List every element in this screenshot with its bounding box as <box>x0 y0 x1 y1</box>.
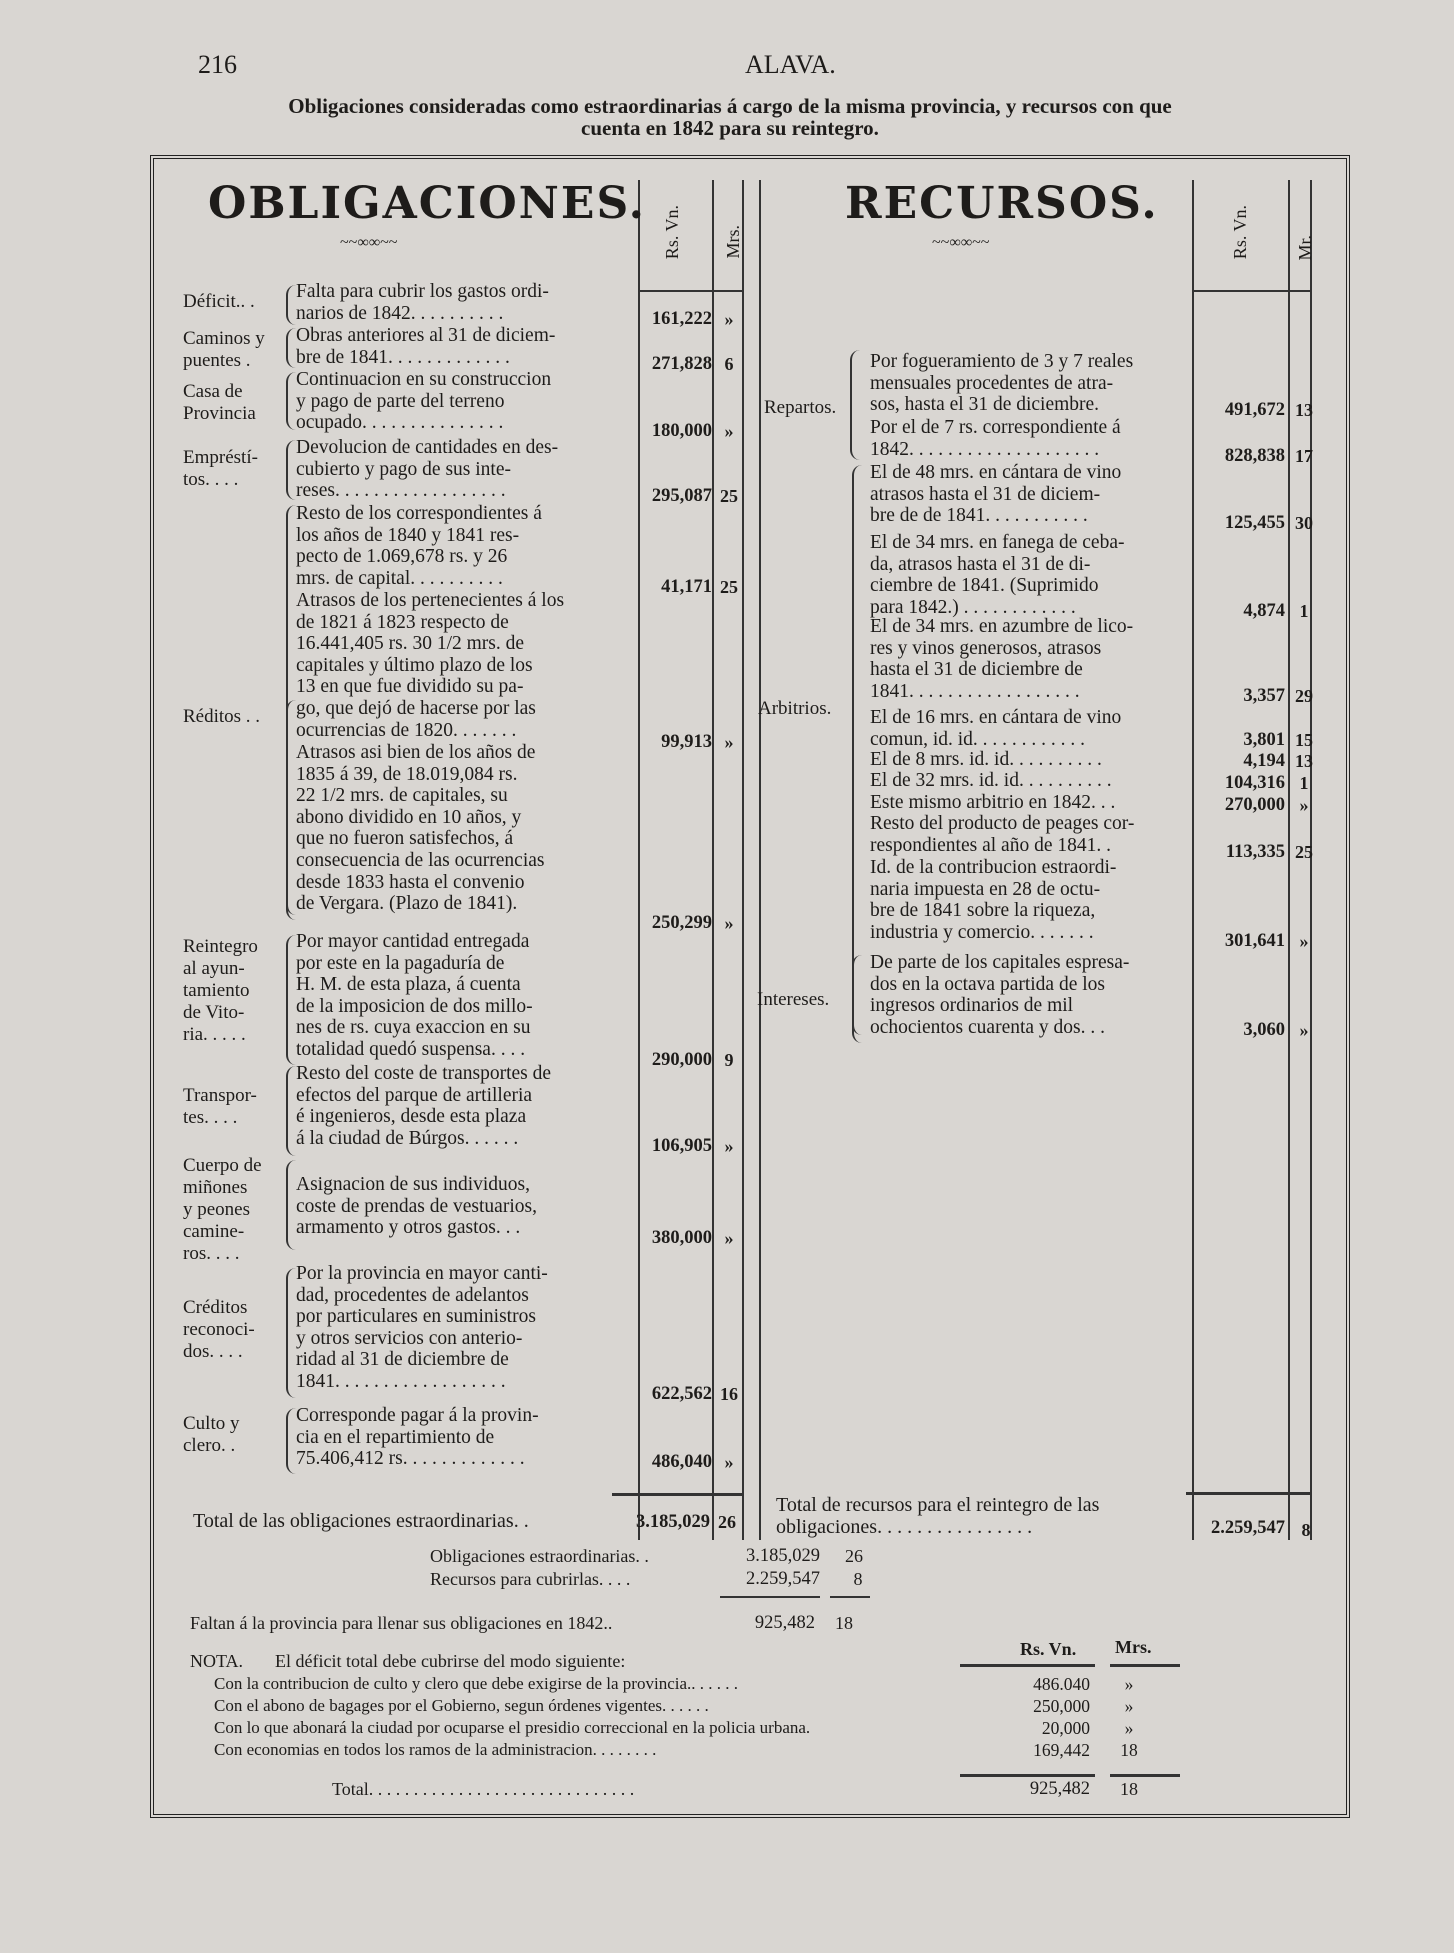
arbitrio-6-mr: » <box>1299 795 1309 815</box>
col-rs-vn-right: Rs. Vn. <box>1230 205 1250 260</box>
nota-row-mrs: » <box>1124 1674 1134 1694</box>
creditos-brace <box>286 1268 296 1398</box>
reditos-b-text-line: ocurrencias de 1820. . . . . . . <box>296 719 517 741</box>
transportes-text-line: Resto del coste de transportes de <box>296 1063 552 1084</box>
arbitrio-1-text-line: para 1842.) . . . . . . . . . . . . <box>870 596 1076 618</box>
arbitrio-2-text-line: res y vinos generosos, atrasos <box>870 637 1102 659</box>
arbitrio-5-mr: 1 <box>1299 773 1309 793</box>
contribucion-text-line: Id. de la contribucion estraordi- <box>870 857 1117 878</box>
reditos-b-text-line: 13 en que fue dividido su pa- <box>296 676 524 698</box>
arbitrio-0-text-line: atrasos hasta el 31 de diciem- <box>870 483 1101 505</box>
emprestitos-label: Empréstí- <box>183 447 258 468</box>
nota-title: NOTA. <box>190 1651 244 1671</box>
nota-col-mrs: Mrs. <box>1115 1637 1152 1657</box>
repartos-a-amount: 491,672 <box>1224 400 1285 420</box>
cuerpo-label: ros. . . . <box>183 1243 240 1264</box>
caminos-text-line: Obras anteriores al 31 de diciem- <box>296 325 556 346</box>
arbitrio-2-mr: 29 <box>1295 686 1313 706</box>
repartos-a-text-line: mensuales procedentes de atra- <box>870 372 1114 394</box>
reditos-a-amount: 41,171 <box>661 577 712 597</box>
rule-oblig-amount <box>638 180 640 1540</box>
caminos-mrs: 6 <box>724 354 734 374</box>
creditos-amount: 622,562 <box>651 1384 712 1404</box>
nota-row-mrs: » <box>1124 1696 1134 1716</box>
arbitrio-0-amount: 125,455 <box>1224 513 1285 533</box>
emprestitos-text-line: cubierto y pago de sus inte- <box>296 458 511 480</box>
peages-amount: 113,335 <box>1225 842 1285 862</box>
repartos-brace <box>850 350 860 460</box>
cuerpo-brace <box>286 1160 296 1250</box>
culto-amount: 486,040 <box>651 1452 712 1472</box>
rule-middle <box>759 180 761 1540</box>
transportes-brace <box>286 1066 296 1156</box>
nota-total-label: Total. . . . . . . . . . . . . . . . . . . . . . . . . . . . . . <box>332 1779 635 1799</box>
casa-text-line: Continuacion en su construccion <box>296 369 552 390</box>
creditos-mrs: 16 <box>720 1384 738 1404</box>
intereses-amount: 3,060 <box>1243 1020 1285 1040</box>
intereses-text-line: ingresos ordinarios de mil <box>870 995 1074 1017</box>
transportes-label: tes. . . . <box>183 1107 238 1128</box>
nota-col-rs: Rs. Vn. <box>1020 1639 1077 1659</box>
subtitle-line-1: Obligaciones consideradas como estraordinarias á cargo de la misma provincia, y recursos con que <box>288 94 1172 118</box>
emprestitos-text-line: Devolucion de cantidades en des- <box>296 437 559 458</box>
summary-recursos-amount: 2.259,547 <box>746 1569 820 1589</box>
arbitrio-3-amount: 3,801 <box>1243 730 1285 750</box>
reditos-c-text-line: de Vergara. (Plazo de 1841). <box>296 893 518 915</box>
caminos-text-line: bre de 1841. . . . . . . . . . . . . <box>296 346 510 368</box>
reintegro-text-line: totalidad quedó suspensa. . . . <box>296 1039 526 1060</box>
repartos-b-text-line: Por el de 7 rs. correspondiente á <box>870 417 1121 438</box>
nota-rule-total-rs <box>960 1774 1095 1777</box>
emprestitos-brace <box>286 440 296 500</box>
arbitrios-label: Arbitrios. <box>758 698 832 719</box>
casa-amount: 180,000 <box>651 421 712 441</box>
arbitrio-1-text-line: ciembre de 1841. (Suprimido <box>870 575 1099 597</box>
arbitrio-5-text-line: El de 32 mrs. id. id. . . . . . . . . . <box>870 770 1112 791</box>
creditos-text-line: dad, procedentes de adelantos <box>296 1284 529 1306</box>
nota-row-mrs: 18 <box>1120 1740 1138 1760</box>
arbitrio-3-mr: 15 <box>1295 730 1313 750</box>
reditos-b-text-line: Atrasos de los pertenecientes á los <box>296 590 565 611</box>
faltan-label: Faltan á la provincia para llenar sus obligaciones en 1842.. <box>190 1613 613 1633</box>
arbitrio-3-text-line: El de 16 mrs. en cántara de vino <box>870 707 1122 728</box>
col-mr-right: Mr. <box>1295 235 1315 261</box>
faltan-mrs: 18 <box>835 1613 853 1633</box>
rec-total-label-1: Total de recursos para el reintegro de las <box>776 1494 1100 1516</box>
cuerpo-text-line: coste de prendas de vestuarios, <box>296 1195 537 1217</box>
repartos-b-text-line: 1842. . . . . . . . . . . . . . . . . . . . <box>870 438 1100 460</box>
reintegro-brace <box>286 935 296 1065</box>
cuerpo-text-line: armamento y otros gastos. . . <box>296 1217 521 1239</box>
casa-label: Casa de <box>183 381 243 402</box>
casa-text-line: y pago de parte del terreno <box>296 390 505 412</box>
casa-label: Provincia <box>183 403 256 424</box>
emprestitos-amount: 295,087 <box>651 486 712 506</box>
culto-label: Culto y <box>183 1413 240 1434</box>
transportes-text-line: á la ciudad de Búrgos. . . . . . <box>296 1127 519 1149</box>
nota-total-mrs: 18 <box>1120 1779 1138 1799</box>
intereses-mr: » <box>1299 1020 1309 1040</box>
creditos-label: reconoci- <box>183 1319 255 1340</box>
repartos-a-text-line: Por fogueramiento de 3 y 7 reales <box>870 351 1134 372</box>
arbitrio-1-mr: 1 <box>1299 601 1309 621</box>
caminos-amount: 271,828 <box>651 354 712 374</box>
peages-text-line: respondientes al año de 1841. . <box>870 834 1111 856</box>
emprestitos-mrs: 25 <box>720 486 738 506</box>
contribucion-text-line: naria impuesta en 28 de octu- <box>870 878 1101 900</box>
reintegro-label: Reintegro <box>183 936 258 957</box>
casa-brace <box>286 372 296 430</box>
transportes-text-line: é ingenieros, desde esta plaza <box>296 1106 527 1128</box>
reditos-c-text-line: 22 1/2 mrs. de capitales, su <box>296 785 508 807</box>
subtitle-line-2: cuenta en 1842 para su reintegro. <box>581 116 879 140</box>
reintegro-text-line: nes de rs. cuya exaccion en su <box>296 1017 531 1039</box>
nota-row-text: Con lo que abonará la ciudad por ocuparse el presidio correccional en la policia urbana. <box>214 1718 811 1737</box>
reintegro-label: tamiento <box>183 980 250 1001</box>
reditos-c-mrs: » <box>724 913 734 933</box>
intereses-text-line: De parte de los capitales espresa- <box>870 952 1130 973</box>
cuerpo-label: miñones <box>183 1177 248 1198</box>
reditos-a-text-line: mrs. de capital. . . . . . . . . . <box>296 567 503 589</box>
caminos-label: puentes . <box>183 350 251 371</box>
intereses-brace <box>852 955 862 1043</box>
repartos-b-mr: 17 <box>1295 446 1313 466</box>
transportes-text-line: efectos del parque de artilleria <box>296 1084 533 1106</box>
creditos-text-line: 1841. . . . . . . . . . . . . . . . . . <box>296 1371 506 1392</box>
culto-label: clero. . <box>183 1435 236 1456</box>
creditos-text-line: Por la provincia en mayor canti- <box>296 1263 548 1284</box>
repartos-label: Repartos. <box>764 397 837 418</box>
creditos-text-line: y otros servicios con anterio- <box>296 1327 523 1349</box>
casa-text-line: ocupado. . . . . . . . . . . . . . . <box>296 412 504 434</box>
deficit-brace <box>286 285 296 325</box>
reditos-c-amount: 250,299 <box>651 913 712 933</box>
arbitrio-2-text-line: El de 34 mrs. en azumbre de lico- <box>870 616 1134 637</box>
page-subtitle <box>80 95 1380 139</box>
arbitrio-6-text-line: Este mismo arbitrio en 1842. . . <box>870 792 1116 813</box>
arbitrio-6-amount: 270,000 <box>1224 795 1285 815</box>
oblig-total-mrs: 26 <box>718 1512 736 1532</box>
summary-oblig-label: Obligaciones estraordinarias. . <box>430 1546 649 1566</box>
nota-row-text: Con el abono de bagages por el Gobierno, segun órdenes vigentes. . . . . . <box>214 1696 709 1715</box>
cuerpo-mrs: » <box>724 1228 734 1248</box>
arbitrio-0-mr: 30 <box>1295 513 1313 533</box>
rule-rec-total <box>1186 1492 1310 1495</box>
summary-oblig-mrs: 26 <box>845 1546 863 1566</box>
reintegro-label: al ayun- <box>183 958 245 979</box>
emprestitos-label: tos. . . . <box>183 469 239 490</box>
page-number: 216 <box>198 50 237 79</box>
reditos-c-text-line: desde 1833 hasta el convenio <box>296 871 525 893</box>
reditos-c-text-line: 1835 á 39, de 18.019,084 rs. <box>296 763 518 785</box>
reditos-c-text-line: abono dividido en 10 años, y <box>296 806 522 828</box>
rec-total-amount: 2.259,547 <box>1211 1518 1285 1538</box>
reditos-b-text-line: go, que dejó de hacerse por las <box>296 698 536 719</box>
deficit-mrs: » <box>724 309 734 329</box>
creditos-label: dos. . . . <box>183 1341 243 1362</box>
summary-recursos-label: Recursos para cubrirlas. . . . <box>430 1569 631 1589</box>
reditos-brace-lower <box>286 700 296 920</box>
recursos-heading: RECURSOS. <box>845 178 1159 229</box>
rule-rec-head <box>1192 290 1310 292</box>
repartos-a-mr: 13 <box>1295 400 1313 420</box>
intereses-label: Intereses. <box>757 989 830 1010</box>
contribucion-amount: 301,641 <box>1224 931 1285 951</box>
caminos-label: Caminos y <box>183 328 265 349</box>
cuerpo-label: y peones <box>183 1199 251 1220</box>
peages-mr: 25 <box>1295 842 1313 862</box>
culto-text-line: Corresponde pagar á la provin- <box>296 1405 539 1426</box>
arbitrio-4-amount: 4,194 <box>1243 751 1285 771</box>
arbitrio-4-mr: 13 <box>1295 751 1313 771</box>
reditos-b-text-line: 16.441,405 rs. 30 1/2 mrs. de <box>296 633 525 655</box>
cuerpo-label: Cuerpo de <box>183 1155 262 1176</box>
arbitrio-1-text-line: El de 34 mrs. en fanega de ceba- <box>870 532 1125 553</box>
arbitrio-1-amount: 4,874 <box>1243 601 1285 621</box>
reintegro-text-line: de la imposicion de dos millo- <box>296 995 533 1017</box>
ornament-right: ~~∞∞~~ <box>932 234 990 251</box>
intereses-text-line: dos en la octava partida de los <box>870 973 1105 995</box>
reintegro-label: ria. . . . . <box>183 1024 246 1045</box>
rule-oblig-end <box>742 180 744 1540</box>
contribucion-text-line: industria y comercio. . . . . . . <box>870 921 1094 943</box>
nota-row-amount: 169,442 <box>1033 1740 1090 1760</box>
reditos-a-label: Réditos . . <box>183 706 261 727</box>
creditos-text-line: por particulares en suministros <box>296 1306 536 1328</box>
arbitrio-2-text-line: 1841. . . . . . . . . . . . . . . . . . <box>870 680 1080 702</box>
reditos-a-text-line: los años de 1840 y 1841 res- <box>296 524 520 546</box>
deficit-label: Déficit.. . <box>183 291 255 312</box>
reditos-b-text-line: capitales y último plazo de los <box>296 654 533 676</box>
reditos-c-text-line: consecuencia de las ocurrencias <box>296 850 545 871</box>
culto-mrs: » <box>724 1452 734 1472</box>
reintegro-mrs: 9 <box>724 1050 734 1070</box>
reditos-c-text-line: que no fueron satisfechos, á <box>296 828 514 850</box>
rec-total-mr: 8 <box>1301 1520 1311 1540</box>
obligaciones-heading: OBLIGACIONES. <box>208 178 646 229</box>
nota-rule-total-mrs <box>1110 1774 1180 1777</box>
contribucion-mr: » <box>1299 931 1309 951</box>
reditos-b-mrs: » <box>724 732 734 752</box>
rule-oblig-mrs <box>712 180 714 1540</box>
arbitrio-0-text-line: bre de de 1841. . . . . . . . . . . <box>870 505 1088 527</box>
arbitrios-brace <box>852 465 862 1035</box>
col-mrs-left: Mrs. <box>723 225 743 259</box>
creditos-text-line: ridad al 31 de diciembre de <box>296 1349 509 1371</box>
casa-mrs: » <box>724 421 734 441</box>
nota-intro: El déficit total debe cubrirse del modo siguiente: <box>275 1651 626 1671</box>
arbitrio-5-amount: 104,316 <box>1224 773 1285 793</box>
nota-row-text: Con la contribucion de culto y clero que debe exigirse de la provincia.. . . . . . <box>214 1674 739 1693</box>
summary-rule-mrs <box>830 1596 870 1598</box>
cuerpo-label: camine- <box>183 1221 245 1242</box>
rule-oblig-head <box>638 290 742 292</box>
creditos-label: Créditos <box>183 1297 248 1318</box>
arbitrio-2-amount: 3,357 <box>1243 686 1285 706</box>
nota-rule-mrs <box>1110 1664 1180 1667</box>
col-rs-vn-left: Rs. Vn. <box>662 205 682 260</box>
repartos-b-amount: 828,838 <box>1224 446 1285 466</box>
transportes-mrs: » <box>724 1136 734 1156</box>
summary-rule-amount <box>720 1596 820 1598</box>
intereses-text-line: ochocientos cuarenta y dos. . . <box>870 1016 1106 1038</box>
ornament-left: ~~∞∞~~ <box>340 234 398 251</box>
transportes-label: Transpor- <box>183 1085 257 1106</box>
province-title: ALAVA. <box>745 50 836 79</box>
reditos-a-text-line: Resto de los correspondientes á <box>296 503 542 524</box>
reditos-b-text-line: de 1821 á 1823 respecto de <box>296 611 509 633</box>
arbitrio-4-text-line: El de 8 mrs. id. id. . . . . . . . . . <box>870 749 1102 770</box>
arbitrio-3-text-line: comun, id. id. . . . . . . . . . . . <box>870 728 1086 750</box>
oblig-total-label: Total de las obligaciones estraordinarias. . <box>193 1510 529 1532</box>
emprestitos-text-line: reses. . . . . . . . . . . . . . . . . . <box>296 480 506 502</box>
cuerpo-text-line: Asignacion de sus individuos, <box>296 1174 530 1195</box>
deficit-text-line: Falta para cubrir los gastos ordi- <box>296 281 549 302</box>
repartos-a-text-line: sos, hasta el 31 de diciembre. <box>870 394 1100 416</box>
cuerpo-amount: 380,000 <box>651 1228 712 1248</box>
arbitrio-0-text-line: El de 48 mrs. en cántara de vino <box>870 462 1122 483</box>
reintegro-amount: 290,000 <box>651 1050 712 1070</box>
nota-rule-rs <box>960 1664 1095 1667</box>
rec-total-label-2: obligaciones. . . . . . . . . . . . . . . . <box>776 1516 1033 1538</box>
deficit-text-line: narios de 1842. . . . . . . . . . <box>296 302 504 324</box>
faltan-amount: 925,482 <box>754 1613 815 1633</box>
nota-row-amount: 250,000 <box>1033 1696 1090 1716</box>
culto-brace <box>286 1408 296 1474</box>
contribucion-text-line: bre de 1841 sobre la riqueza, <box>870 900 1096 922</box>
nota-row-amount: 20,000 <box>1041 1718 1090 1738</box>
arbitrio-1-text-line: da, atrasos hasta el 31 de di- <box>870 553 1091 575</box>
reditos-a-mrs: 25 <box>720 577 738 597</box>
nota-row-mrs: » <box>1124 1718 1134 1738</box>
deficit-amount: 161,222 <box>651 309 712 329</box>
culto-text-line: 75.406,412 rs. . . . . . . . . . . . . <box>296 1448 525 1470</box>
nota-total-amount: 925,482 <box>1029 1779 1090 1799</box>
transportes-amount: 106,905 <box>651 1136 712 1156</box>
reintegro-text-line: H. M. de esta plaza, á cuenta <box>296 974 521 996</box>
oblig-total-amount: 3.185,029 <box>636 1512 710 1532</box>
rule-oblig-total <box>612 1493 742 1496</box>
reditos-a-text-line: pecto de 1.069,678 rs. y 26 <box>296 546 508 568</box>
reintegro-text-line: Por mayor cantidad entregada <box>296 931 530 952</box>
nota-row-amount: 486.040 <box>1033 1674 1090 1694</box>
arbitrio-2-text-line: hasta el 31 de diciembre de <box>870 659 1083 681</box>
reditos-c-text-line: Atrasos asi bien de los años de <box>296 742 536 763</box>
summary-recursos-mrs: 8 <box>853 1569 863 1589</box>
reintegro-label: de Vito- <box>183 1002 245 1023</box>
culto-text-line: cia en el repartimiento de <box>296 1426 495 1448</box>
reintegro-text-line: por este en la pagaduría de <box>296 952 505 974</box>
caminos-brace <box>286 328 296 368</box>
summary-oblig-amount: 3.185,029 <box>746 1546 820 1566</box>
nota-row-text: Con economias en todos los ramos de la administracion. . . . . . . . <box>214 1740 657 1759</box>
reditos-b-amount: 99,913 <box>661 732 712 752</box>
peages-text-line: Resto del producto de peages cor- <box>870 813 1135 834</box>
